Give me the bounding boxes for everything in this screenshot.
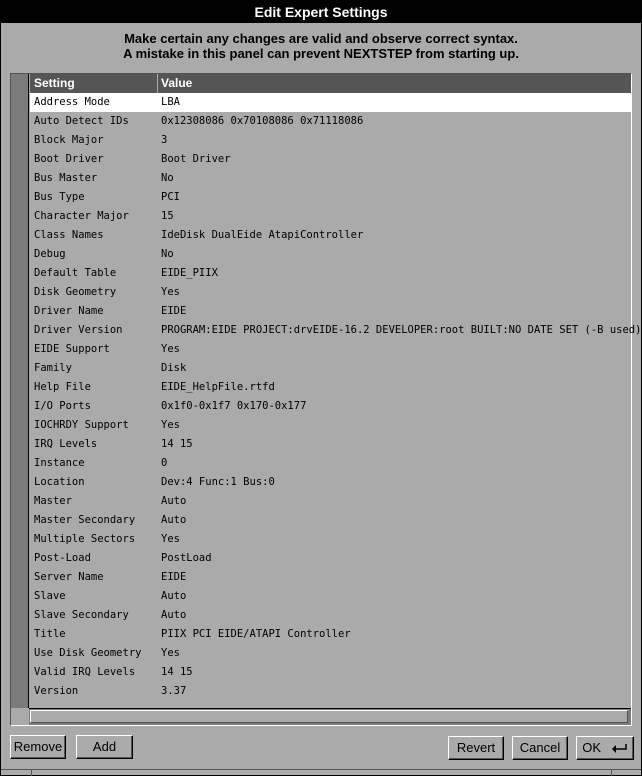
setting-cell: Version	[34, 685, 79, 697]
ok-button[interactable]	[576, 736, 634, 760]
value-cell: No	[161, 172, 174, 184]
setting-cell: Family	[34, 362, 72, 374]
value-cell: Yes	[161, 419, 180, 431]
warning-line-1: Make certain any changes are valid and observe correct syntax.	[124, 31, 518, 46]
bottom-divider	[1, 769, 641, 770]
remove-button-label: Remove	[13, 739, 63, 754]
value-cell: Auto	[161, 609, 187, 621]
table-row[interactable]	[30, 226, 631, 245]
value-cell: Yes	[161, 286, 180, 298]
table-row[interactable]	[30, 131, 631, 150]
value-cell: EIDE	[161, 305, 187, 317]
value-cell: Yes	[161, 343, 180, 355]
table-row[interactable]	[30, 340, 631, 359]
add-button-label: Add	[92, 739, 117, 754]
value-cell: Auto	[161, 590, 187, 602]
setting-cell: Driver Version	[34, 324, 123, 336]
value-cell: Disk	[161, 362, 187, 374]
value-cell: Auto	[161, 495, 187, 507]
value-cell: PIIX PCI EIDE/ATAPI Controller	[161, 628, 351, 640]
window-title: Edit Expert Settings	[254, 4, 388, 20]
add-button[interactable]	[76, 735, 133, 759]
header-value[interactable]: Value	[161, 76, 193, 90]
value-cell: No	[161, 248, 174, 260]
bottom-tick-left	[31, 769, 32, 776]
table-row[interactable]	[30, 378, 631, 397]
table-row[interactable]	[30, 150, 631, 169]
setting-cell: Help File	[34, 381, 91, 393]
table-row[interactable]	[30, 169, 631, 188]
setting-cell: Default Table	[34, 267, 117, 279]
value-cell: PostLoad	[161, 552, 212, 564]
table-row[interactable]	[30, 492, 631, 511]
value-cell: Yes	[161, 533, 180, 545]
setting-cell: Post-Load	[34, 552, 91, 564]
table-row[interactable]	[30, 568, 631, 587]
table-row[interactable]	[30, 549, 631, 568]
setting-cell: Disk Geometry	[34, 286, 117, 298]
table-row[interactable]	[30, 397, 631, 416]
value-cell: 0	[161, 457, 168, 469]
value-cell: EIDE	[161, 571, 187, 583]
setting-cell: Instance	[34, 457, 85, 469]
table-row[interactable]	[30, 359, 631, 378]
warning-message	[1, 31, 641, 61]
table-row[interactable]	[30, 663, 631, 682]
value-cell: 3	[161, 134, 168, 146]
value-cell: 14 15	[161, 438, 193, 450]
setting-cell: Slave Secondary	[34, 609, 129, 621]
remove-button[interactable]	[10, 735, 66, 759]
setting-cell: Address Mode	[34, 96, 110, 108]
table-row[interactable]	[30, 283, 631, 302]
setting-cell: Multiple Sectors	[34, 533, 136, 545]
horizontal-scrollbar[interactable]	[29, 708, 631, 725]
value-cell: 0x12308086 0x70108086 0x71118086	[161, 115, 364, 127]
ok-button-label: OK	[582, 740, 602, 755]
table-row[interactable]	[30, 435, 631, 454]
settings-table	[30, 74, 642, 708]
cancel-button-label: Cancel	[519, 740, 561, 755]
table-row[interactable]	[30, 264, 631, 283]
horizontal-scroll-knob[interactable]	[30, 710, 628, 723]
bottom-tick-right	[611, 769, 612, 776]
table-row[interactable]	[30, 473, 631, 492]
setting-cell: Auto Detect IDs	[34, 115, 129, 127]
value-cell: PCI	[161, 191, 180, 203]
table-row[interactable]	[30, 644, 631, 663]
header-divider[interactable]	[157, 74, 158, 93]
warning-line-2: A mistake in this panel can prevent NEXTSTEP from starting up.	[123, 46, 519, 61]
value-cell: Boot Driver	[161, 153, 231, 165]
setting-cell: Boot Driver	[34, 153, 104, 165]
setting-cell: Master	[34, 495, 72, 507]
setting-cell: Title	[34, 628, 66, 640]
setting-cell: Valid IRQ Levels	[34, 666, 136, 678]
setting-cell: Bus Master	[34, 172, 98, 184]
revert-button[interactable]	[448, 736, 504, 760]
settings-list-frame	[10, 73, 642, 726]
cancel-button[interactable]	[512, 736, 568, 760]
table-row[interactable]	[30, 454, 631, 473]
setting-cell: Location	[34, 476, 85, 488]
setting-cell: Use Disk Geometry	[34, 647, 142, 659]
table-row[interactable]	[30, 606, 631, 625]
setting-cell: Server Name	[34, 571, 104, 583]
value-cell: LBA	[161, 96, 180, 108]
vertical-scrollbar[interactable]	[11, 74, 29, 708]
value-cell: EIDE_HelpFile.rtfd	[161, 381, 275, 393]
table-row[interactable]	[30, 511, 631, 530]
settings-rows	[30, 93, 642, 701]
value-cell: PROGRAM:EIDE PROJECT:drvEIDE-16.2 DEVELOPER:root BUILT:NO DATE SET (-B used)	[161, 324, 642, 336]
table-row[interactable]	[30, 302, 631, 321]
value-cell: Auto	[161, 514, 187, 526]
table-row[interactable]	[30, 625, 631, 644]
table-row[interactable]	[30, 587, 631, 606]
setting-cell: Slave	[34, 590, 66, 602]
value-cell: 0x1f0-0x1f7 0x170-0x177	[161, 400, 307, 412]
revert-button-label: Revert	[456, 740, 496, 755]
setting-cell: Debug	[34, 248, 66, 260]
setting-cell: Character Major	[34, 210, 129, 222]
header-setting[interactable]: Setting	[34, 76, 75, 90]
setting-cell: IRQ Levels	[34, 438, 98, 450]
table-row[interactable]	[30, 245, 631, 264]
setting-cell: IOCHRDY Support	[34, 419, 129, 431]
table-row[interactable]	[30, 682, 631, 701]
table-row[interactable]	[30, 93, 631, 112]
table-row[interactable]	[30, 321, 642, 340]
window-titlebar[interactable]	[1, 1, 641, 23]
setting-cell: I/O Ports	[34, 400, 91, 412]
table-row[interactable]	[30, 530, 631, 549]
value-cell: 15	[161, 210, 174, 222]
setting-cell: EIDE Support	[34, 343, 110, 355]
table-row[interactable]	[30, 112, 631, 131]
setting-cell: Driver Name	[34, 305, 104, 317]
table-row[interactable]	[30, 207, 631, 226]
return-key-icon	[611, 743, 628, 754]
value-cell: 14 15	[161, 666, 193, 678]
value-cell: EIDE_PIIX	[161, 267, 218, 279]
value-cell: IdeDisk DualEide AtapiController	[161, 229, 364, 241]
table-row[interactable]	[30, 416, 631, 435]
table-row[interactable]	[30, 188, 631, 207]
value-cell: 3.37	[161, 685, 187, 697]
value-cell: Dev:4 Func:1 Bus:0	[161, 476, 275, 488]
setting-cell: Bus Type	[34, 191, 85, 203]
table-header	[30, 74, 631, 93]
setting-cell: Block Major	[34, 134, 104, 146]
value-cell: Yes	[161, 647, 180, 659]
setting-cell: Class Names	[34, 229, 104, 241]
setting-cell: Master Secondary	[34, 514, 136, 526]
